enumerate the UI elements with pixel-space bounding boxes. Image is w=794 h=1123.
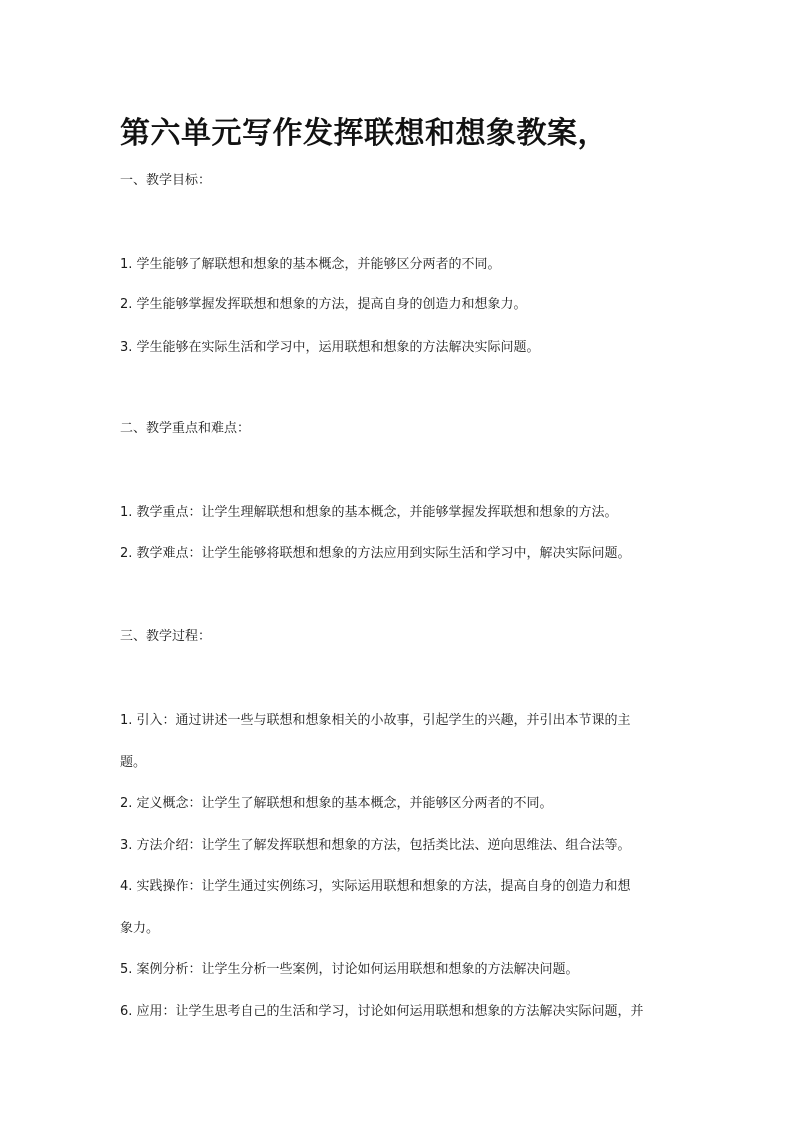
process-line-2: 题。: [120, 755, 147, 770]
objective-item-1: 1. 学生能够了解联想和想象的基本概念，并能够区分两者的不同。: [120, 257, 501, 272]
document-title: 第六单元写作发挥联想和想象教案，: [120, 116, 608, 151]
key-point-item-2: 2. 教学难点：让学生能够将联想和想象的方法应用到实际生活和学习中，解决实际问题。: [120, 546, 631, 561]
objective-item-3: 3. 学生能够在实际生活和学习中，运用联想和想象的方法解决实际问题。: [120, 340, 540, 355]
process-line-5: 4. 实践操作：让学生通过实例练习，实际运用联想和想象的方法，提高自身的创造力和想: [120, 879, 631, 894]
objective-item-2: 2. 学生能够掌握发挥联想和想象的方法，提高自身的创造力和想象力。: [120, 297, 527, 312]
section-heading-objectives: 一、教学目标：: [120, 173, 212, 188]
process-line-3: 2. 定义概念：让学生了解联想和想象的基本概念，并能够区分两者的不同。: [120, 796, 553, 811]
process-line-8: 6. 应用：让学生思考自己的生活和学习，讨论如何运用联想和想象的方法解决实际问题，并: [120, 1004, 644, 1019]
section-heading-key-points: 二、教学重点和难点：: [120, 421, 251, 436]
process-line-4: 3. 方法介绍：让学生了解发挥联想和想象的方法，包括类比法、逆向思维法、组合法等。: [120, 838, 631, 853]
process-line-7: 5. 案例分析：让学生分析一些案例，讨论如何运用联想和想象的方法解决问题。: [120, 962, 579, 977]
process-line-1: 1. 引入：通过讲述一些与联想和想象相关的小故事，引起学生的兴趣，并引出本节课的主: [120, 713, 631, 728]
process-line-6: 象力。: [120, 921, 160, 936]
key-point-item-1: 1. 教学重点：让学生理解联想和想象的基本概念，并能够掌握发挥联想和想象的方法。: [120, 505, 618, 520]
section-heading-process: 三、教学过程：: [120, 629, 212, 644]
